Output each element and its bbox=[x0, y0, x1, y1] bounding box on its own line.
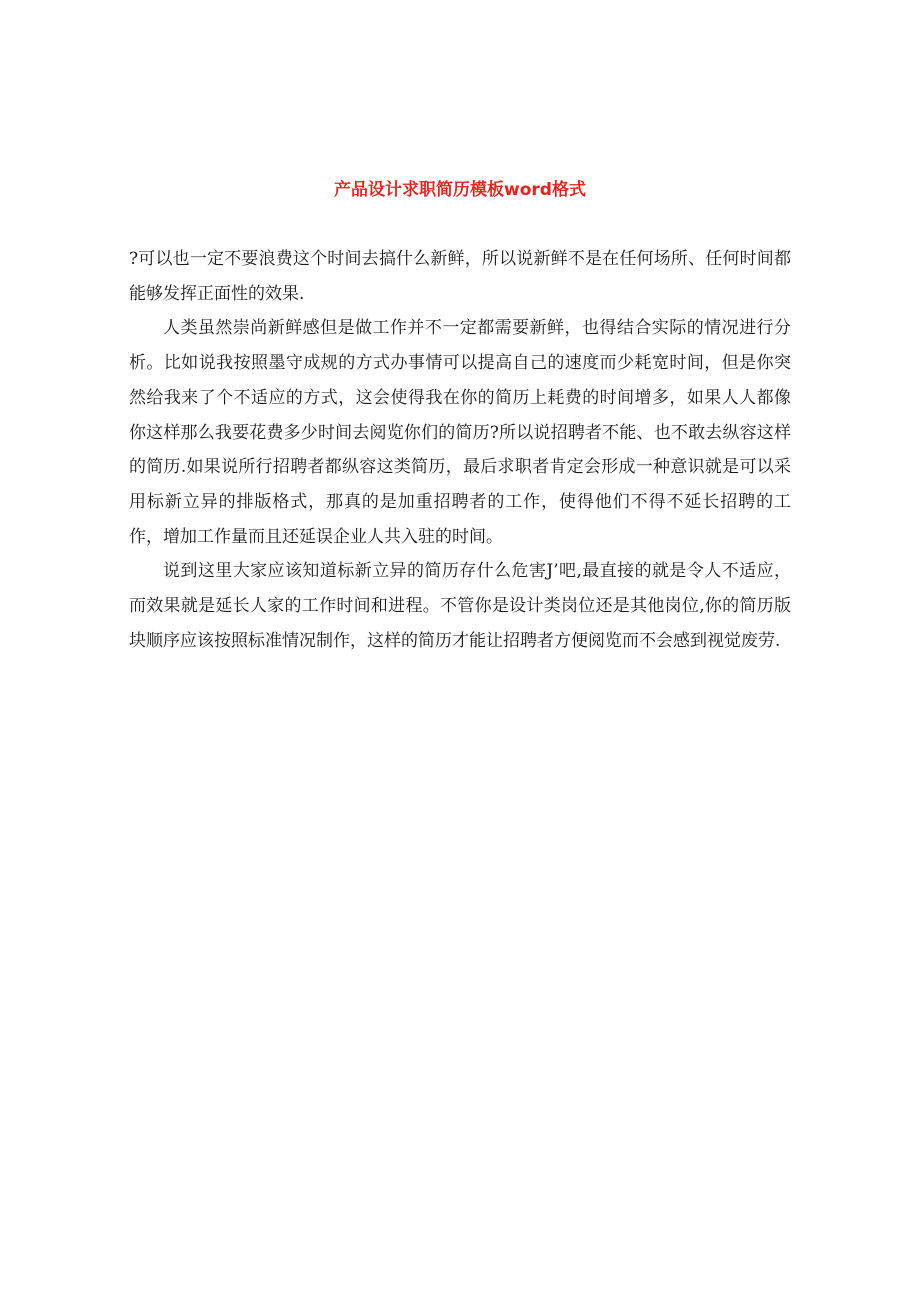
paragraph-3: 说到这里大家应该知道标新立异的简历存什么危害J’吧,最直接的就是令人不适应，而效果就是延长人家的工作时间和进程。不管你是设计类岗位还是其他岗位,你的简历版块顺序应该按照标准情况制作，这样的简历才能让招聘者方便阅览而不会感到视觉废劳. bbox=[129, 561, 791, 651]
paragraph-1: ?可以也一定不要浪费这个时间去搞什么新鲜，所以说新鲜不是在任何场所、任何时间都能够发挥正面性的效果. bbox=[129, 249, 791, 304]
paragraph-2: 人类虽然崇尚新鲜感但是做工作并不一定都需要新鲜，也得结合实际的情况进行分析。比如说我按照墨守成规的方式办事情可以提高自己的速度而少耗宽时间，但是你突然给我来了个不适应的方式，这会使得我在你的简历上耗费的时间增多，如果人人都像你这样那么我要花费多少时间去阅览你们的简历?所以说招聘者不能、也不敢去纵容这样的简历.如果说所行招聘者都纵容这类简历，最后求职者肯定会形成一种意识就是可以采用标新立异的排版格式，那真的是加重招聘者的工作，使得他们不得不延长招聘的工作，增加工作量而且还延误企业人共入驻的时间。 bbox=[129, 318, 791, 547]
document-body bbox=[129, 242, 791, 658]
document-title: 产品设计求职简历模板word格式 bbox=[334, 180, 586, 200]
